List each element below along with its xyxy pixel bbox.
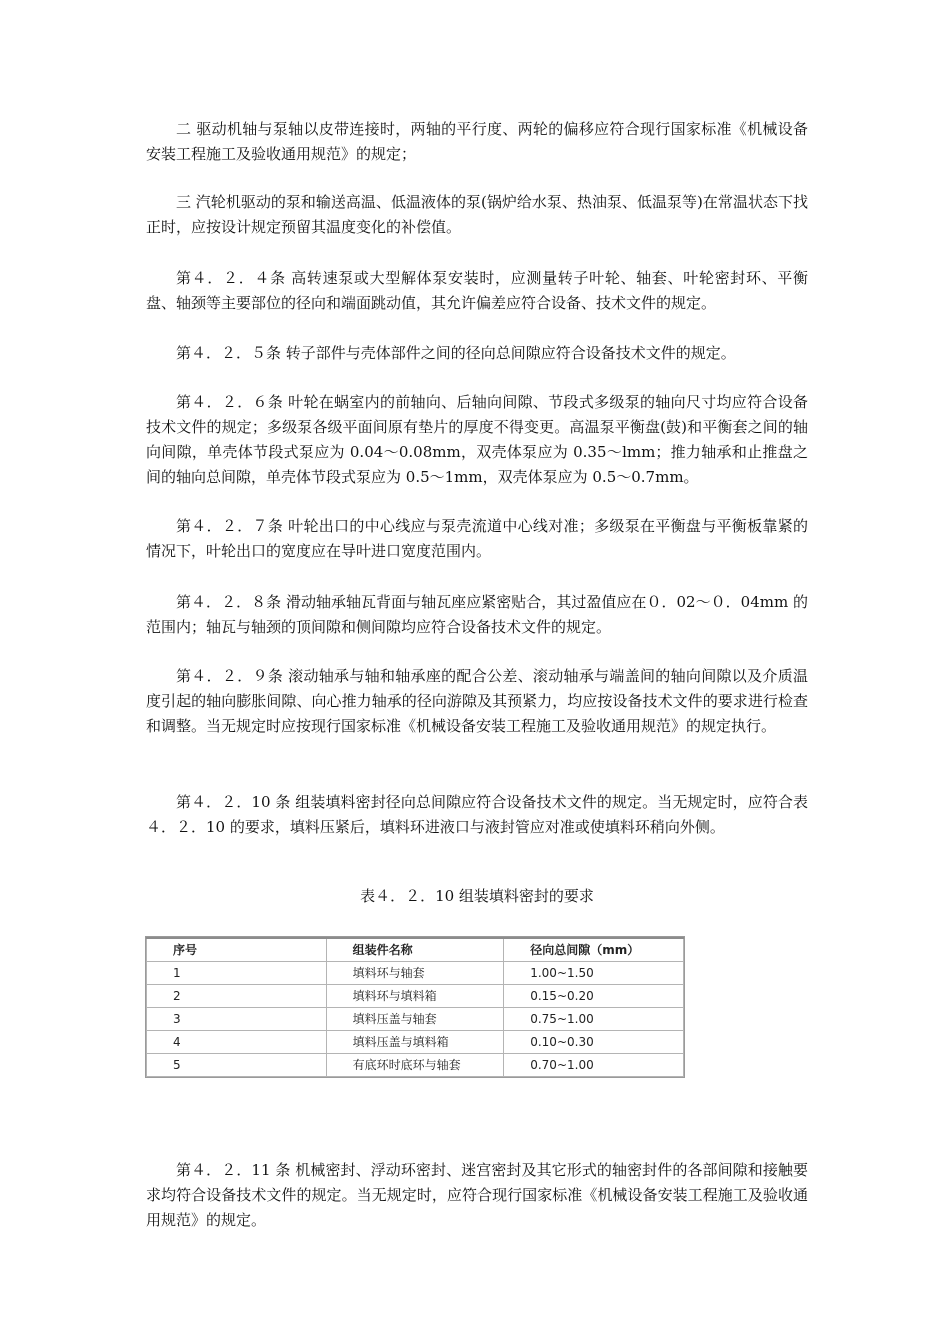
cell-component: 填料环与填料箱 [326, 985, 504, 1008]
paragraph-clause-4-2-8: 第４．２．８条 滑动轴承轴瓦背面与轴瓦座应紧密贴合，其过盈值应在０．02～０．04mm 的范围内；轴瓦与轴颈的顶间隙和侧间隙均应符合设备技术文件的规定。 [146, 593, 808, 636]
cell-clearance: 0.15~0.20 [504, 985, 684, 1008]
cell-component: 填料压盖与轴套 [326, 1008, 504, 1031]
cell-component: 填料环与轴套 [326, 962, 504, 985]
paragraph-clause-4-2-11: 第４．２．11 条 机械密封、浮动环密封、迷宫密封及其它形式的轴密封件的各部间隙和接触要求均符合设备技术文件的规定。当无规定时，应符合现行国家标准《机械设备安装工程施工及验收通用规范》的规定。 [146, 1161, 808, 1229]
paragraph-clause-4-2-5: 第４．２．５条 转子部件与壳体部件之间的径向总间隙应符合设备技术文件的规定。 [176, 344, 736, 362]
cell-clearance: 0.70~1.00 [504, 1054, 684, 1077]
table-caption: 表４．２．10 组装填料密封的要求 [360, 887, 594, 905]
paragraph-clause-4-2-7: 第４．２．７条 叶轮出口的中心线应与泵壳流道中心线对准；多级泵在平衡盘与平衡板靠紧的情况下，叶轮出口的宽度应在导叶进口宽度范围内。 [146, 517, 808, 560]
cell-clearance: 0.10~0.30 [504, 1031, 684, 1054]
packing-seal-table [145, 936, 685, 1078]
cell-index: 5 [147, 1054, 327, 1077]
header-index: 序号 [147, 938, 327, 962]
cell-index: 2 [147, 985, 327, 1008]
cell-clearance: 1.00~1.50 [504, 962, 684, 985]
cell-component: 填料压盖与填料箱 [326, 1031, 504, 1054]
cell-index: 1 [147, 962, 327, 985]
packing-seal-table-grid [146, 937, 684, 1077]
table-row [147, 1031, 684, 1054]
paragraph-clause-4-2-10: 第４．２．10 条 组装填料密封径向总间隙应符合设备技术文件的规定。当无规定时，应符合表４．２．10 的要求，填料压紧后，填料环进液口与液封管应对准或使填料环稍向外侧。 [146, 793, 808, 836]
paragraph-1: 二 驱动机轴与泵轴以皮带连接时，两轴的平行度、两轮的偏移应符合现行国家标准《机械设备安装工程施工及验收通用规范》的规定； [146, 120, 808, 163]
cell-index: 3 [147, 1008, 327, 1031]
paragraph-2: 三 汽轮机驱动的泵和输送高温、低温液体的泵(锅炉给水泵、热油泵、低温泵等)在常温状态下找正时，应按设计规定预留其温度变化的补偿值。 [146, 193, 808, 236]
cell-component: 有底环时底环与轴套 [326, 1054, 504, 1077]
paragraph-clause-4-2-9: 第４．２．９条 滚动轴承与轴和轴承座的配合公差、滚动轴承与端盖间的轴向间隙以及介质温度引起的轴向膨胀间隙、向心推力轴承的径向游隙及其预紧力，均应按设备技术文件的要求进行检查和调整。当无规定时应按现行国家标准《机械设备安装工程施工及验收通用规范》的规定执行。 [146, 667, 808, 735]
cell-clearance: 0.75~1.00 [504, 1008, 684, 1031]
table-header-row [147, 938, 684, 962]
table-row [147, 1008, 684, 1031]
header-clearance: 径向总间隙（mm） [504, 938, 684, 962]
paragraph-clause-4-2-6: 第４．２．６条 叶轮在蜗室内的前轴向、后轴向间隙、节段式多级泵的轴向尺寸均应符合设备技术文件的规定；多级泵各级平面间原有垫片的厚度不得变更。高温泵平衡盘(鼓)和平衡套之间的轴向间隙，单壳体节段式泵应为 0.04～0.08mm，双壳体泵应为 0.35～lmm；推力轴承和止推盘之间的轴向总间隙，单壳体节段式泵应为 0.5～1mm，双壳体泵应为 0.5～0.7mm。 [146, 393, 808, 486]
table-row [147, 985, 684, 1008]
table-row [147, 962, 684, 985]
paragraph-clause-4-2-4: 第４．２．４条 高转速泵或大型解体泵安装时，应测量转子叶轮、轴套、叶轮密封环、平衡盘、轴颈等主要部位的径向和端面跳动值，其允许偏差应符合设备、技术文件的规定。 [146, 269, 808, 312]
table-row [147, 1054, 684, 1077]
cell-index: 4 [147, 1031, 327, 1054]
header-component: 组装件名称 [326, 938, 504, 962]
